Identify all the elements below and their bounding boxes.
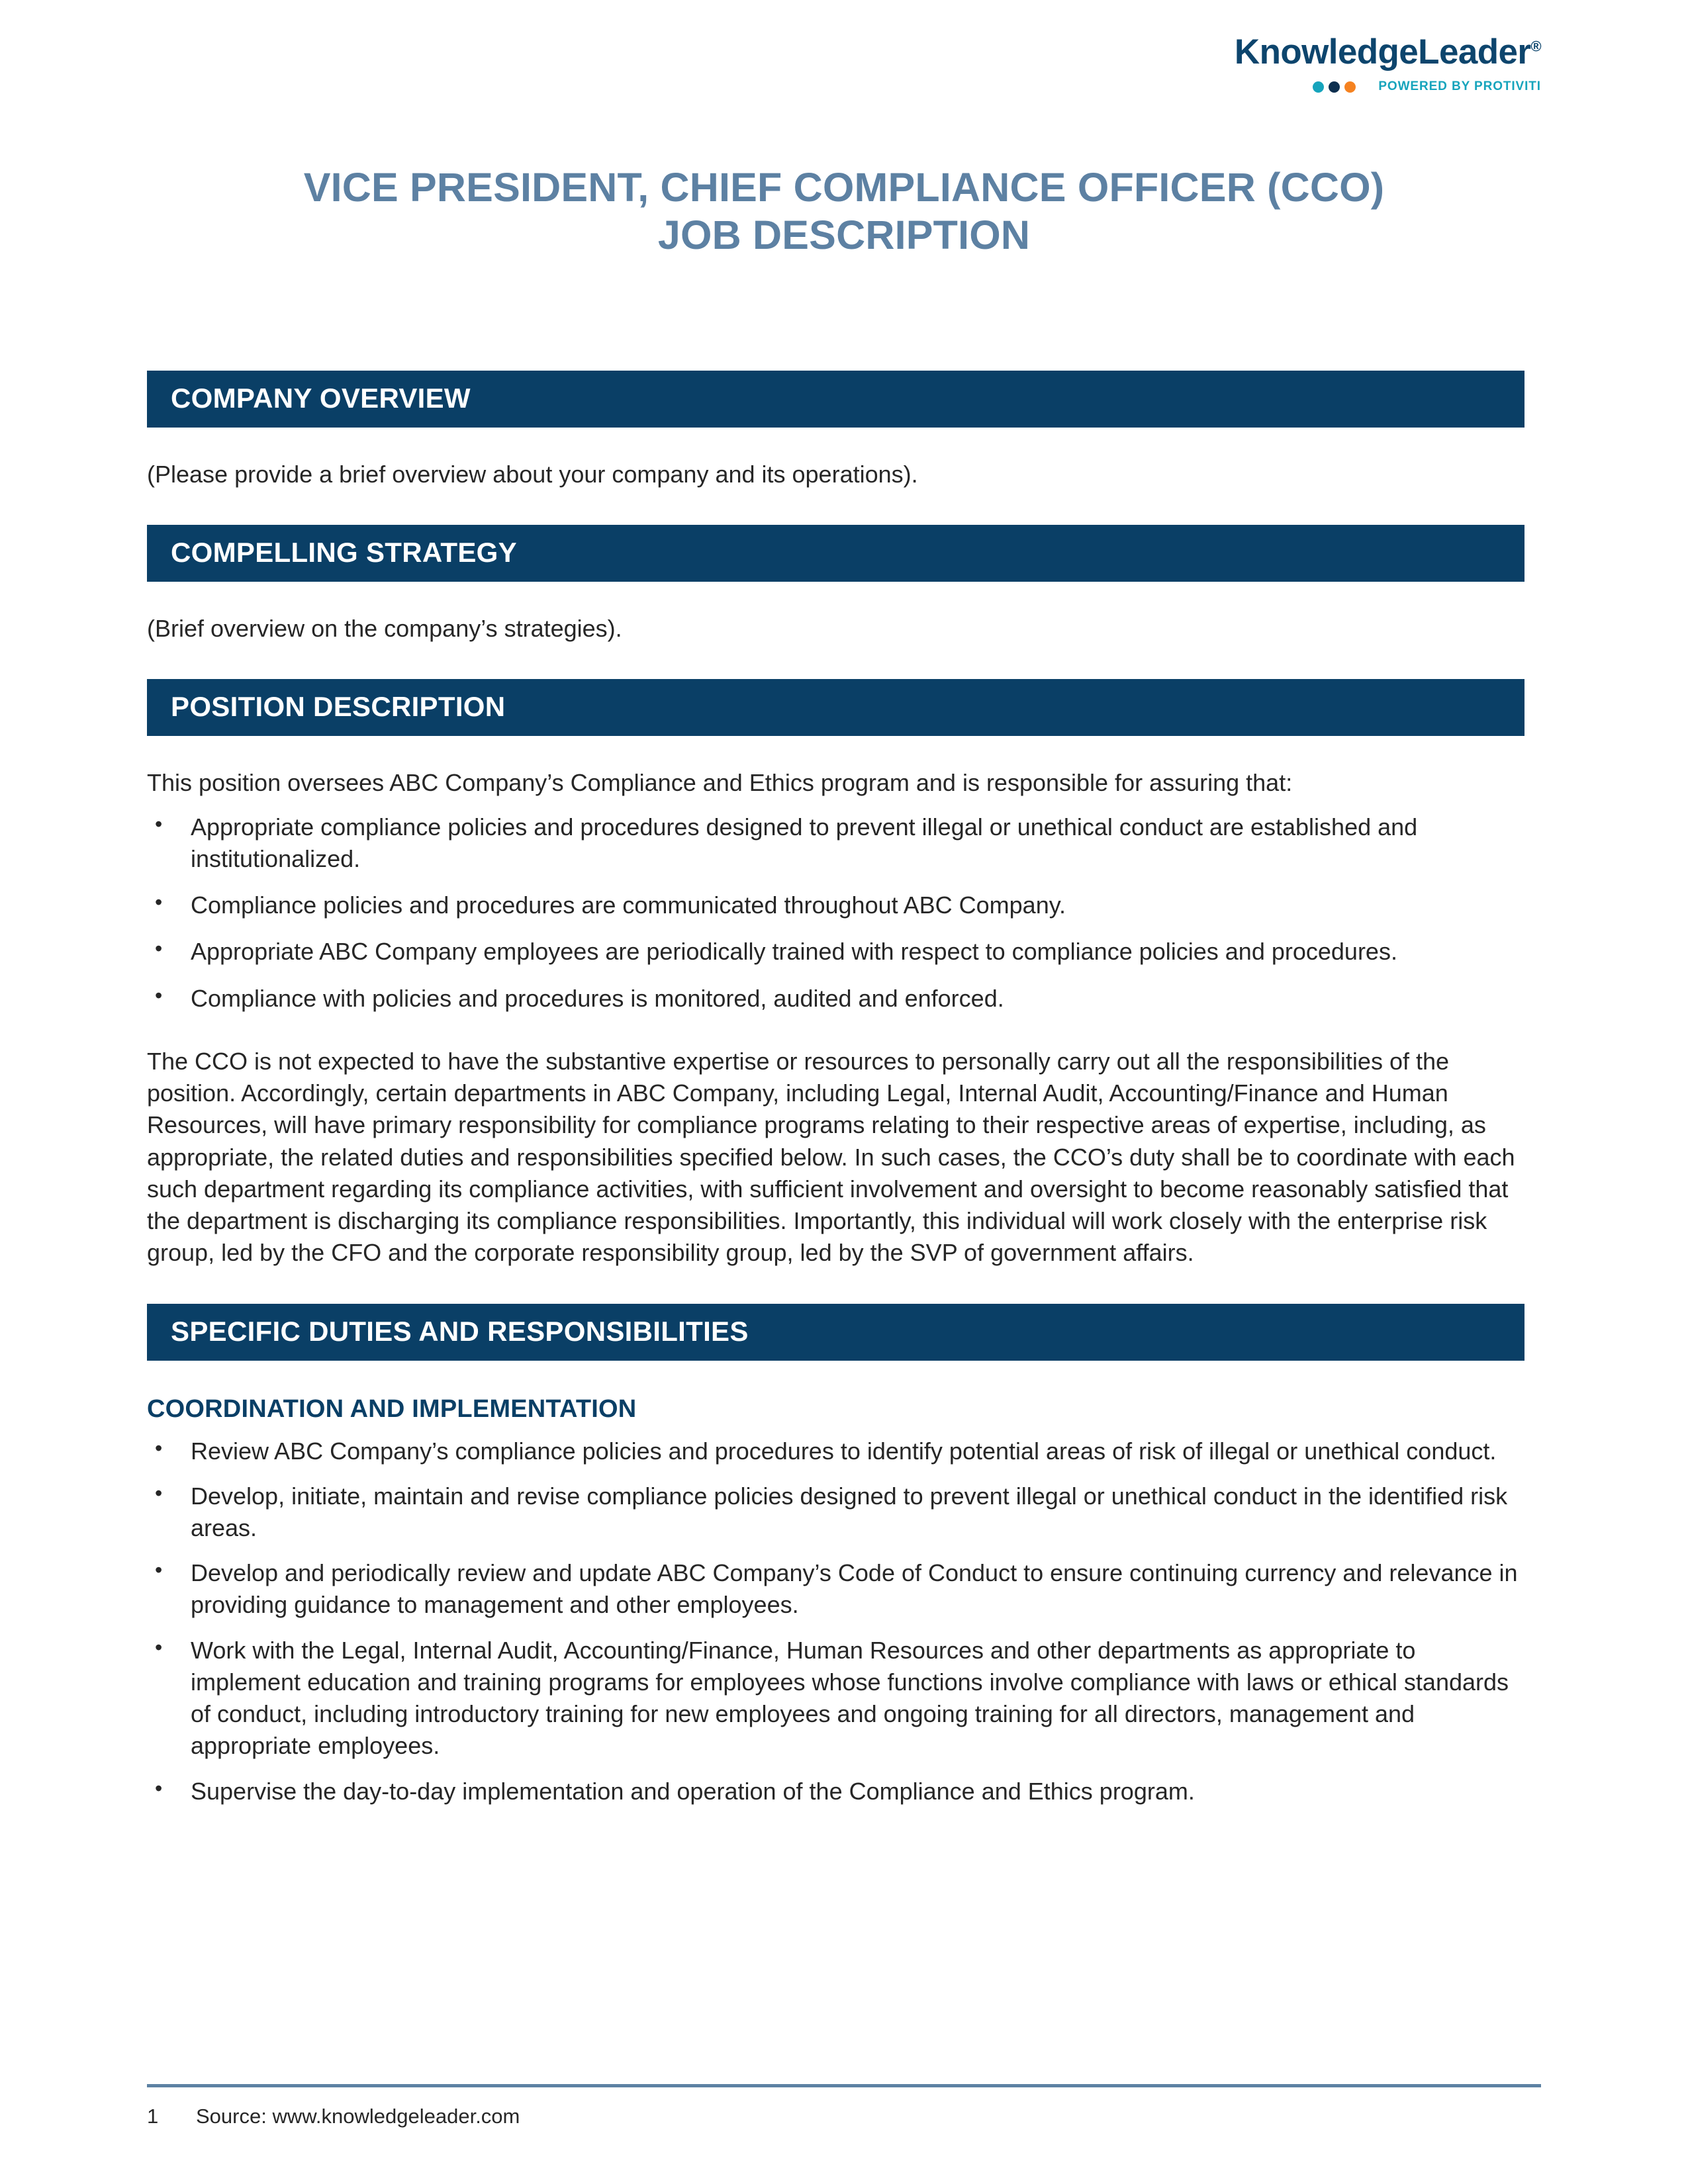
brand-tagline: POWERED BY PROTIVITI — [1378, 79, 1541, 93]
company-overview-paragraph: (Please provide a brief overview about your company and its operations). — [147, 461, 918, 488]
brand-dots-icon — [1313, 81, 1356, 93]
list-item: • Appropriate ABC Company employees are periodically trained with respect to compliance policies and procedures. — [147, 936, 1524, 968]
dot-navy-icon — [1329, 81, 1340, 93]
page-footer — [147, 2084, 1541, 2128]
page-title — [147, 164, 1541, 259]
page-number: 1 — [147, 2105, 159, 2128]
coordination-bullet-list — [147, 1435, 1524, 1807]
brand-wordmark-text: KnowledgeLeader — [1234, 32, 1531, 71]
position-description-closing-paragraph: The CCO is not expected to have the substantive expertise or resources to personally carry out all the responsibilities of the position. Accordingly, certain departments in ABC Company, including Legal, Internal Audit, Accounting/Finance and Human Resources, will have primary responsibility for compliance programs relating to their respective areas of expertise, including, as appropriate, the related duties and responsibilities specified below. In such cases, the CCO’s duty shall be to coordinate with each such department regarding its compliance activities, with sufficient involvement and oversight to become reasonably satisfied that the department is discharging its compliance responsibilities. Importantly, this individual will work closely with the enterprise risk group, led by the CFO and the corporate responsibility group, led by the SVP of government affairs. — [147, 1047, 1515, 1267]
list-item: • Appropriate compliance policies and procedures designed to prevent illegal or unethical conduct are established and institutionalized. — [147, 811, 1524, 875]
brand-logo — [1210, 34, 1541, 95]
list-item: • Develop, initiate, maintain and revise compliance policies designed to prevent illegal or unethical conduct in the identified risk areas. — [147, 1480, 1524, 1544]
compelling-strategy-paragraph: (Brief overview on the company’s strategies). — [147, 615, 622, 643]
list-item: • Review ABC Company’s compliance policies and procedures to identify potential areas of risk of illegal or unethical conduct. — [147, 1435, 1524, 1467]
position-description-intro: This position oversees ABC Company’s Compliance and Ethics program and is responsible for assuring that: — [147, 769, 1293, 797]
list-item: • Develop and periodically review and update ABC Company’s Code of Conduct to ensure continuing currency and relevance in providing guidance to management and other employees. — [147, 1557, 1524, 1621]
section-header-position-description: POSITION DESCRIPTION — [147, 679, 1524, 736]
list-item: • Work with the Legal, Internal Audit, Accounting/Finance, Human Resources and other departments as appropriate to implement education and training programs for employees whose functions involve compliance with laws or ethical standards of conduct, including introductory training for new employees and ongoing training for all directors, management and appropriate employees. — [147, 1635, 1524, 1762]
page-title-line-2: JOB DESCRIPTION — [657, 212, 1031, 257]
section-header-specific-duties: SPECIFIC DUTIES AND RESPONSIBILITIES — [147, 1304, 1524, 1361]
list-item: • Compliance policies and procedures are communicated throughout ABC Company. — [147, 889, 1524, 921]
section-header-compelling-strategy: COMPELLING STRATEGY — [147, 525, 1524, 582]
section-header-company-overview: COMPANY OVERVIEW — [147, 371, 1524, 428]
subheading-coordination-and-implementation: COORDINATION AND IMPLEMENTATION — [147, 1394, 637, 1423]
footer-source-text: Source: www.knowledgeleader.com — [196, 2105, 520, 2128]
footer-row — [147, 2105, 1541, 2128]
brand-tagline-row — [1210, 79, 1541, 95]
registered-trademark-icon: ® — [1530, 38, 1541, 55]
footer-divider — [147, 2084, 1541, 2087]
page-title-line-1: VICE PRESIDENT, CHIEF COMPLIANCE OFFICER (CCO) — [303, 165, 1385, 210]
position-description-bullet-list — [147, 811, 1524, 1015]
list-item: • Compliance with policies and procedures is monitored, audited and enforced. — [147, 983, 1524, 1015]
brand-wordmark — [1210, 34, 1541, 69]
document-content — [147, 371, 1524, 1821]
dot-teal-icon — [1313, 81, 1324, 93]
list-item: • Supervise the day-to-day implementation and operation of the Compliance and Ethics program. — [147, 1776, 1524, 1807]
dot-orange-icon — [1344, 81, 1356, 93]
